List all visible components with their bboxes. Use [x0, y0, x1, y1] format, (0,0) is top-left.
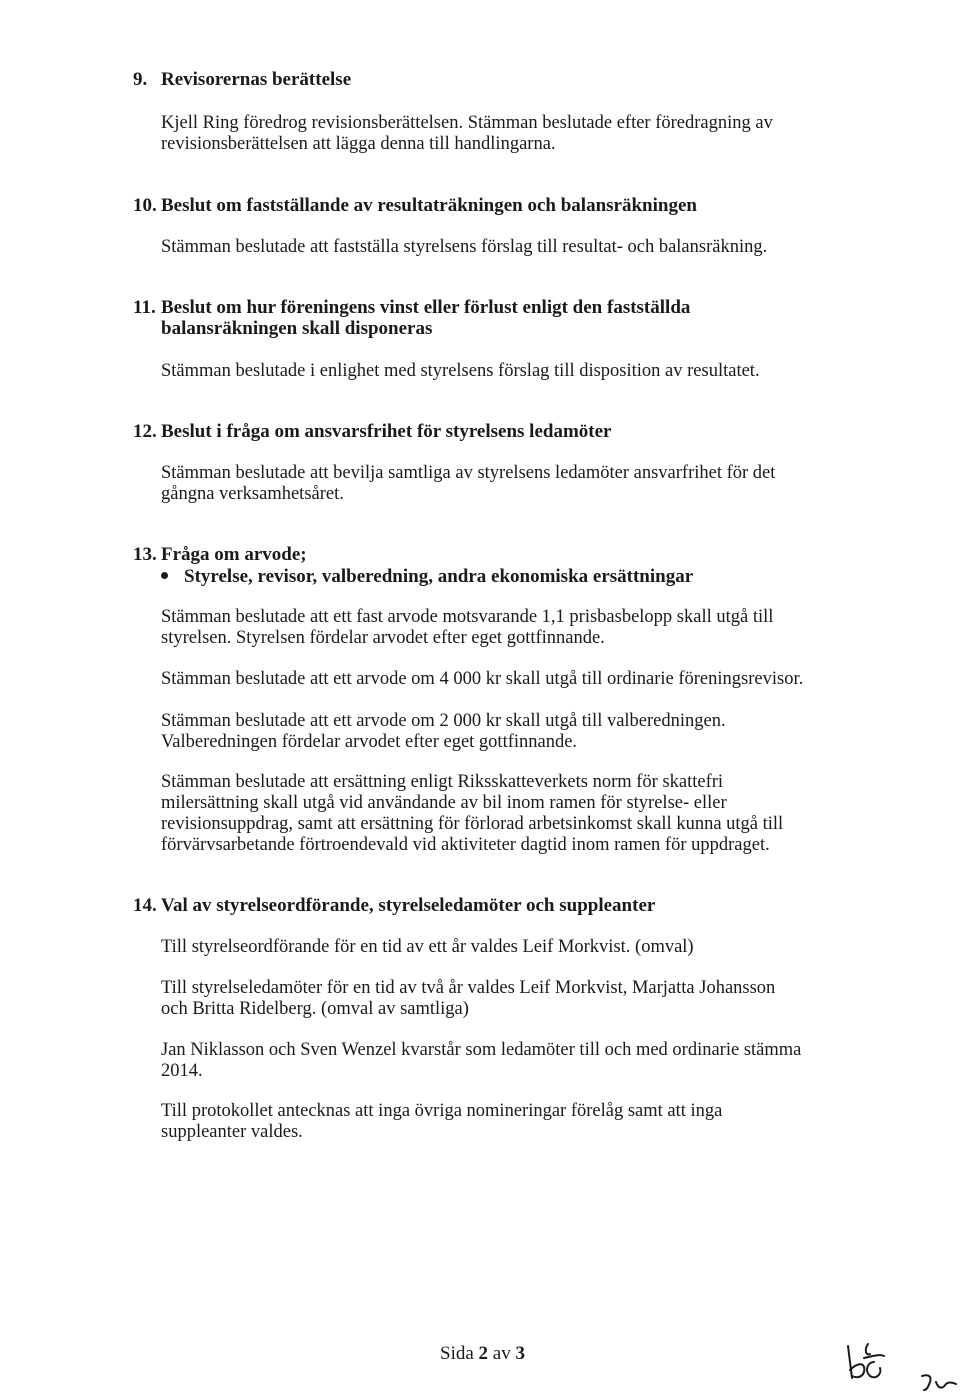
paragraph-line: och Britta Ridelberg. (omval av samtliga) — [161, 999, 469, 1019]
paragraph-line: Stämman beslutade att fastställa styrelsens förslag till resultat- och balansräkning. — [161, 237, 768, 257]
bullet-icon — [161, 572, 168, 579]
paragraph-line: revisionsberättelsen att lägga denna till handlingarna. — [161, 134, 556, 154]
section-number: 13. — [133, 544, 157, 565]
section-13-paragraph-1 — [161, 607, 773, 649]
paragraph-line: Till styrelseordförande för en tid av ett år valdes Leif Morkvist. (omval) — [161, 937, 694, 957]
paragraph-line: styrelsen. Styrelsen fördelar arvodet efter eget gottfinnande. — [161, 628, 605, 648]
section-14-paragraph-1 — [161, 937, 694, 958]
handwritten-initials — [840, 1332, 960, 1392]
paragraph-line: Till protokollet antecknas att inga övriga nomineringar förelåg samt att inga — [161, 1101, 723, 1121]
section-13-paragraph-3 — [161, 711, 726, 753]
bullet-text: Styrelse, revisor, valberedning, andra ekonomiska ersättningar — [184, 566, 694, 587]
paragraph-line: Kjell Ring föredrog revisionsberättelsen. Stämman beslutade efter föredragning av — [161, 113, 773, 133]
section-13-paragraph-4 — [161, 772, 783, 856]
paragraph-line: Jan Niklasson och Sven Wenzel kvarstår som ledamöter till och med ordinarie stämma — [161, 1040, 802, 1060]
paragraph-line: 2014. — [161, 1061, 203, 1081]
footer-middle: av — [488, 1343, 516, 1364]
section-number: 12. — [133, 421, 157, 442]
paragraph-line: Valberedningen fördelar arvodet efter eget gottfinnande. — [161, 732, 578, 752]
initials-stroke — [850, 1364, 864, 1377]
section-number: 11. — [133, 297, 156, 318]
initials-stroke — [866, 1344, 870, 1354]
section-11-heading-cont — [161, 318, 432, 340]
section-title: Val av styrelseordförande, styrelseledamöter och suppleanter — [161, 895, 656, 916]
section-number: 10. — [133, 195, 157, 216]
page-number: 2 — [478, 1343, 489, 1364]
section-10-paragraph — [161, 237, 767, 258]
section-12-paragraph — [161, 463, 775, 505]
paragraph-line: gångna verksamhetsåret. — [161, 484, 344, 504]
initials-stroke — [848, 1346, 852, 1378]
page-footer — [440, 1343, 525, 1365]
initials-stroke — [864, 1355, 884, 1358]
section-11-heading — [133, 297, 690, 319]
section-13-heading — [133, 544, 307, 566]
section-number: 14. — [133, 895, 157, 916]
section-13-paragraph-2 — [161, 669, 803, 690]
paragraph-line: Stämman beslutade att ett arvode om 2 000 kr skall utgå till valberedningen. — [161, 711, 726, 731]
initials-stroke — [936, 1382, 956, 1388]
paragraph-line: förvärvsarbetande förtroendevald vid aktiviteter dagtid inom ramen för uppdraget. — [161, 835, 770, 855]
paragraph-line: Stämman beslutade att ett arvode om 4 000 kr skall utgå till ordinarie föreningsrevisor. — [161, 669, 804, 689]
section-11-paragraph — [161, 361, 760, 382]
section-9-paragraph — [161, 113, 773, 155]
section-14-paragraph-2 — [161, 978, 775, 1020]
section-number: 9. — [133, 69, 148, 90]
paragraph-line: Stämman beslutade i enlighet med styrelsens förslag till disposition av resultatet. — [161, 361, 760, 381]
section-title: Fråga om arvode; — [161, 544, 307, 565]
section-title: Beslut om hur föreningens vinst eller förlust enligt den fastställda — [161, 297, 691, 318]
section-title: balansräkningen skall disponeras — [161, 318, 433, 339]
footer-prefix: Sida — [440, 1343, 479, 1364]
paragraph-line: Stämman beslutade att bevilja samtliga av styrelsens ledamöter ansvarfrihet för det — [161, 463, 776, 483]
paragraph-line: milersättning skall utgå vid användande av bil inom ramen för styrelse- eller — [161, 793, 727, 813]
section-13-bullet — [161, 566, 693, 588]
section-10-heading — [133, 195, 697, 217]
section-title: Revisorernas berättelse — [161, 69, 352, 90]
paragraph-line: suppleanter valdes. — [161, 1122, 303, 1142]
section-title: Beslut om fastställande av resultaträkningen och balansräkningen — [161, 195, 697, 216]
page-total: 3 — [515, 1343, 525, 1364]
section-9-heading — [133, 69, 351, 91]
section-14-paragraph-4 — [161, 1101, 722, 1143]
section-14-paragraph-3 — [161, 1040, 801, 1082]
initials-stroke — [867, 1362, 880, 1377]
paragraph-line: Till styrelseledamöter för en tid av två år valdes Leif Morkvist, Marjatta Johansson — [161, 978, 776, 998]
paragraph-line: revisionsuppdrag, samt att ersättning för förlorad arbetsinkomst skall kunna utgå till — [161, 814, 784, 834]
paragraph-line: Stämman beslutade att ett fast arvode motsvarande 1,1 prisbasbelopp skall utgå till — [161, 607, 774, 627]
paragraph-line: Stämman beslutade att ersättning enligt Riksskatteverkets norm för skattefri — [161, 772, 724, 792]
section-12-heading — [133, 421, 611, 443]
initials-stroke — [922, 1375, 931, 1390]
section-title: Beslut i fråga om ansvarsfrihet för styrelsens ledamöter — [161, 421, 612, 442]
section-14-heading — [133, 895, 655, 917]
